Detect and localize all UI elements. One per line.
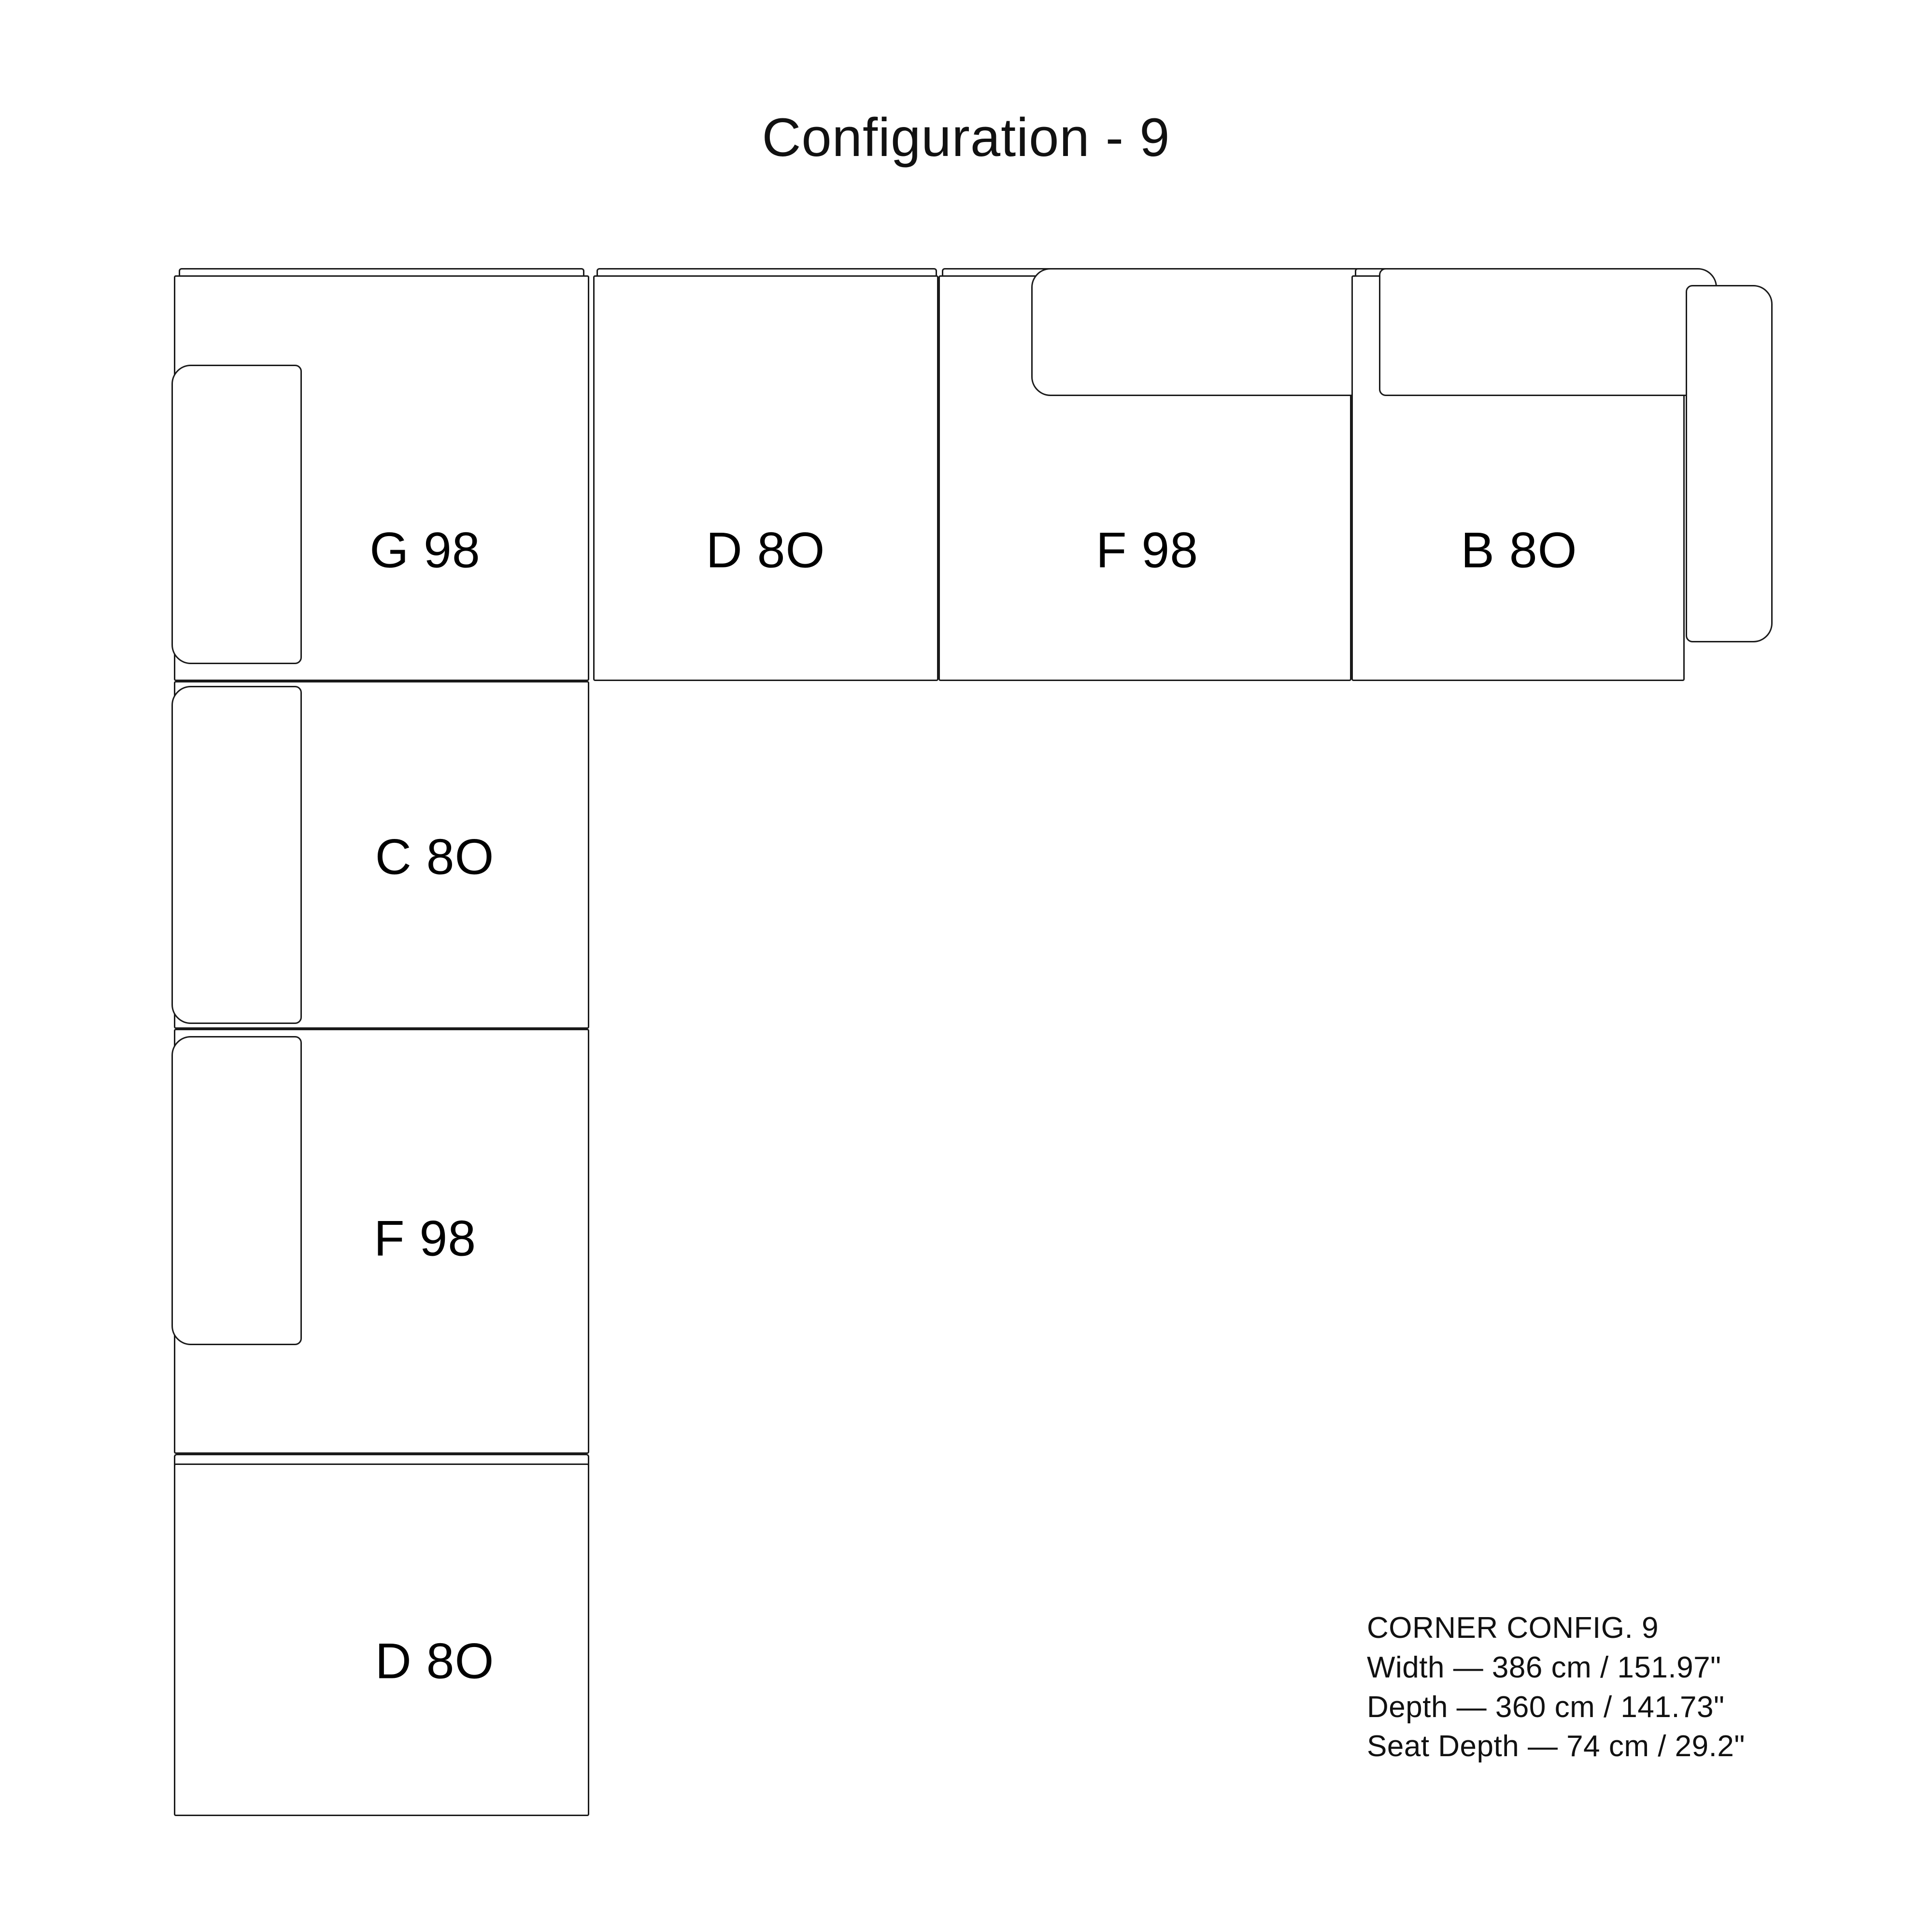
module-label-d80-left: D 8O: [375, 1633, 495, 1690]
b80-backrest: [1379, 268, 1717, 396]
c80-armrest-left: [171, 686, 302, 1024]
module-label-f98-left: F 98: [373, 1210, 477, 1267]
spec-depth: Depth — 360 cm / 141.73": [1367, 1690, 1725, 1724]
f98-top-backrest: [1031, 268, 1379, 396]
module-label-f98-top: F 98: [1095, 522, 1199, 579]
module-label-b80-top: B 8O: [1461, 522, 1577, 579]
d80-top-seat: [593, 275, 938, 681]
module-label-g98-top: G 98: [369, 522, 481, 579]
page-title: Configuration - 9: [762, 107, 1170, 168]
spec-block: [1367, 1608, 1874, 1766]
spec-seat-depth: Seat Depth — 74 cm / 29.2": [1367, 1730, 1745, 1763]
b80-armrest-right: [1686, 285, 1773, 642]
g98-armrest-left: [171, 365, 302, 664]
spec-width: Width — 386 cm / 151.97": [1367, 1650, 1721, 1684]
spec-name: CORNER CONFIG. 9: [1367, 1611, 1659, 1645]
module-label-d80-top: D 8O: [706, 522, 825, 579]
module-label-c80-left: C 8O: [375, 829, 495, 885]
f98-left-armrest: [171, 1036, 302, 1345]
